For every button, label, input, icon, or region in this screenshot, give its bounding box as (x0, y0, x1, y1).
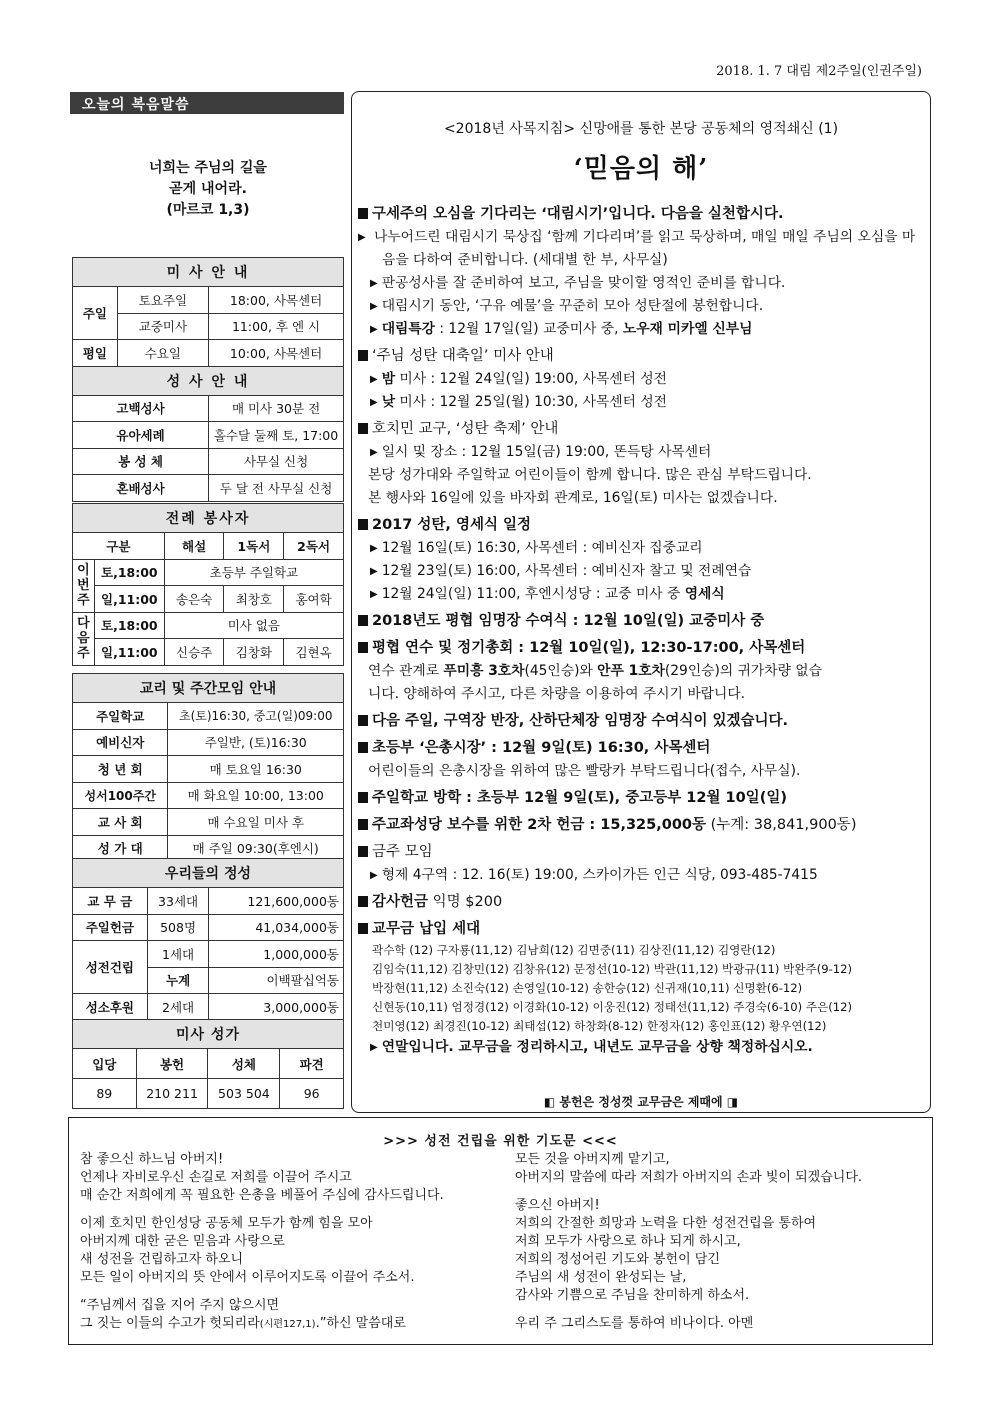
bullet-text: 나누어드린 대림시기 묵상집 ‘함께 기다리며’를 읽고 묵상하며, 매일 매일 주님의 오심을 마음을 다하여 준비합니다. (세대별 한 부, 사무실) (374, 229, 916, 268)
notice-bullet (358, 441, 926, 464)
prayer-line: 저희의 간절한 희망과 노력을 다한 성전건립을 통하여 (515, 1216, 817, 1231)
server-slot: 일,11:00 (94, 586, 164, 613)
gospel-line: 너희는 주님의 길을 (149, 160, 267, 176)
notice-content (358, 203, 926, 1059)
heading-note: (누계: 38,841,900동) (706, 817, 857, 833)
support-amount: 3,000,000동 (209, 994, 344, 1021)
hymn-header: 입당 (73, 1049, 137, 1079)
offering-amount: 41,034,000동 (209, 914, 344, 941)
offering-count: 508명 (147, 914, 209, 941)
scripture-reference: (시편127,1) (259, 1319, 316, 1330)
prayer-line: “주님께서 집을 지어 주지 않으시면 (80, 1298, 280, 1313)
triangle-bullet-icon: ▶ (370, 374, 378, 385)
notice-heading (358, 737, 926, 760)
triangle-bullet-icon: ▶ (370, 324, 378, 335)
prayer-line: 아버지의 말씀에 따라 저희가 아버지의 손과 빛이 되겠습니다. (515, 1170, 863, 1185)
education-name: 성 가 대 (73, 835, 168, 862)
bullet-text: : 12월 17일(일) 교중미사 중, (435, 321, 623, 337)
notice-heading (358, 841, 926, 864)
triangle-bullet-icon: ▶ (370, 870, 378, 881)
notice-paragraph: 니다. 양해하여 주시고, 다른 차량을 이용하여 주시기 바랍니다. (368, 686, 746, 702)
notice-heading (358, 891, 926, 914)
server-slot: 토,18:00 (94, 559, 164, 586)
notice-heading (358, 814, 926, 837)
notice-bullet (358, 368, 926, 391)
prayer-line (80, 1315, 444, 1334)
offering-name: 교 무 금 (73, 888, 148, 915)
server-slot: 토,18:00 (94, 612, 164, 639)
notice-paragraph: 본 행사와 16일에 있을 바자회 관계로, 16일(토) 미사는 없겠습니다. (368, 490, 778, 506)
server-merged: 미사 없음 (164, 612, 343, 639)
prayer-line: 우리 주 그리스도를 통하여 비나이다. 아멘 (515, 1316, 754, 1331)
mass-time: 18:00, 사목센터 (209, 287, 344, 314)
triangle-bullet-icon: ▶ (370, 278, 378, 289)
square-bullet-icon (358, 923, 368, 934)
servers-header: 2독서 (284, 533, 344, 560)
bulletin-date: 2018. 1. 7 대림 제2주일(인권주일) (716, 64, 922, 79)
tithe-names-line: 김임숙(11,12) 김창민(12) 김창유(12) 문정선(10-12) 박관(11,12) 박광규(11) 박완주(9-12) (372, 962, 853, 976)
square-bullet-icon (358, 896, 368, 907)
heading-text: 평협 연수 및 정기총회 : 12월 10일(일), 12:30-17:00, 사목센터 (372, 640, 806, 656)
education-name: 청 년 회 (73, 756, 168, 783)
triangle-bullet-icon: ▶ (370, 543, 378, 554)
notice-heading (358, 345, 926, 368)
server-name: 김현옥 (284, 639, 344, 666)
server-name: 송은숙 (164, 586, 224, 613)
bullet-text: 미사 : 12월 24일(일) 19:00, 사목센터 성전 (395, 371, 668, 387)
triangle-bullet-icon: ▶ (370, 301, 378, 312)
server-name: 김창화 (224, 639, 284, 666)
prayer-line: 언제나 자비로우신 손길로 저희를 이끌어 주시고 (80, 1170, 352, 1185)
bullet-text: 연말입니다. 교무금을 정리하시고, 내년도 교무금을 상향 책정하십시오. (381, 1039, 813, 1055)
bullet-text: 대림시기 동안, ‘구유 예물’을 꾸준히 모아 성탄절에 봉헌합니다. (381, 298, 764, 314)
heading-text: ‘주님 성탄 대축일’ 미사 안내 (372, 348, 554, 364)
heading-note: 익명 $200 (428, 894, 503, 910)
square-bullet-icon (358, 642, 368, 653)
prayer-line: 모든 일이 아버지의 뜻 안에서 이루어지도록 이끌어 주소서. (80, 1270, 415, 1285)
tithe-names-line: 신현동(10,11) 엄정경(12) 이경화(10-12) 이웅진(12) 정태선(11,12) 주경숙(6-10) 주은(12) (372, 1000, 853, 1014)
education-table (72, 673, 344, 862)
prayer-line: 모든 것을 아버지께 맡기고, (515, 1152, 670, 1167)
notice-bullet (358, 295, 926, 318)
hymn-number: 503 504 (208, 1079, 280, 1109)
notice-heading (358, 918, 926, 941)
heading-text: 초등부 ‘은총시장’ : 12월 9일(토) 16:30, 사목센터 (372, 740, 711, 756)
education-value: 매 토요일 16:30 (168, 756, 344, 783)
servers-table (72, 503, 344, 666)
paragraph-emphasis: 안푸 1호차 (597, 663, 665, 679)
heading-text: 다음 주일, 구역장 반장, 산하단체장 임명장 수여식이 있겠습니다. (372, 713, 789, 729)
offerings-table (72, 858, 344, 1021)
notice-bullet (358, 318, 926, 341)
square-bullet-icon (358, 208, 368, 219)
square-bullet-icon (358, 846, 368, 857)
mass-time: 11:00, 후 엔 시 (209, 313, 344, 340)
prayer-line: 참 좋으신 하느님 아버지! (80, 1152, 224, 1167)
heading-text: 2017 성탄, 영세식 일정 (372, 517, 532, 533)
tithe-names-line: 천미영(12) 최경진(10-12) 최태섭(12) 하창화(8-12) 한정자(12) 홍인표(12) 황우연(12) (372, 1019, 827, 1033)
mass-section-title: 미 사 안 내 (73, 258, 344, 287)
offerings-section-title: 우리들의 정성 (73, 859, 344, 888)
building-count: 1세대 (147, 941, 209, 968)
gospel-tag: 오늘의 복음말씀 (70, 92, 344, 114)
education-value: 주일반, (토)16:30 (168, 729, 344, 756)
heading-text: 금주 모임 (372, 844, 433, 860)
prayer-line: 저희의 정성어린 기도와 봉헌이 담긴 (515, 1252, 720, 1267)
sacrament-value: 매 미사 30분 전 (209, 395, 344, 422)
next-week-label: 다음주 (73, 612, 95, 665)
offering-count: 33세대 (147, 888, 209, 915)
server-name: 최창호 (224, 586, 284, 613)
heading-text: 구세주의 오심을 기다리는 ‘대림시기’입니다. 다음을 실천합시다. (372, 206, 784, 222)
notice-title: ‘믿음의 해’ (573, 154, 709, 184)
triangle-bullet-icon: ▶ (370, 397, 378, 408)
square-bullet-icon (358, 715, 368, 726)
education-name: 예비신자 (73, 729, 168, 756)
mass-sacrament-table (72, 257, 344, 502)
square-bullet-icon (358, 423, 368, 434)
prayer-text: .”하신 말씀대로 (315, 1316, 406, 1331)
education-name: 주일학교 (73, 703, 168, 730)
heading-text: 주일학교 방학 : 초등부 12월 9일(토), 중고등부 12월 10일(일) (372, 790, 787, 806)
square-bullet-icon (358, 819, 368, 830)
support-count: 2세대 (147, 994, 209, 1021)
bullet-text: 12월 23일(토) 16:00, 사목센터 : 예비신자 찰고 및 전례연습 (381, 563, 752, 579)
servers-header: 1독서 (224, 533, 284, 560)
notice-bullet (358, 537, 926, 560)
notice-bullet (358, 583, 926, 606)
notice-paragraph: 어린이들의 은총시장을 위하여 많은 빨랑카 부탁드립니다(접수, 사무실). (368, 763, 801, 779)
prayer-line: 아버지께 대한 굳은 믿음과 사랑으로 (80, 1234, 285, 1249)
education-value: 매 주일 09:30(후엔시) (168, 835, 344, 862)
sacrament-name: 봉 성 체 (73, 448, 209, 475)
paragraph-emphasis: 푸미흥 3호차 (443, 663, 525, 679)
hymn-number: 89 (73, 1079, 137, 1109)
notice-bullet (358, 864, 926, 887)
notice-heading (358, 418, 926, 441)
notice-bullet: ▶ 나누어드린 대림시기 묵상집 ‘함께 기다리며’를 읽고 묵상하며, 매일 매일 주님의 오심을 마음을 다하여 준비합니다. (세대별 한 부, 사무실) (358, 229, 916, 268)
offering-amount: 121,600,000동 (209, 888, 344, 915)
sacrament-name: 유아세례 (73, 422, 209, 449)
sacrament-value: 두 달 전 사무실 신청 (209, 475, 344, 502)
hymns-table (72, 1019, 344, 1109)
education-section-title: 교리 및 주간모임 안내 (73, 674, 344, 703)
tithe-names-line: 곽수학 (12) 구자룡(11,12) 김남희(12) 김면중(11) 김상진(11,12) 김영란(12) (372, 943, 776, 957)
mass-name: 교중미사 (117, 313, 208, 340)
prayer-line: 좋으신 아버지! (515, 1198, 600, 1213)
building-name: 성전건립 (73, 941, 148, 994)
prayer-right-column (515, 1151, 862, 1333)
notice-heading (358, 637, 926, 660)
server-merged: 초등부 주일학교 (164, 559, 343, 586)
notice-heading (358, 787, 926, 810)
gospel-line: 곧게 내어라. (169, 181, 247, 197)
bullet-text: 형제 4구역 : 12. 16(토) 19:00, 스카이가든 인근 식당, 093-485-7415 (381, 867, 818, 883)
building-amount: 1,000,000동 (209, 941, 344, 968)
prayer-text: 그 짓는 이들의 수고가 헛되리라 (80, 1316, 260, 1331)
notice-paragraph (358, 660, 926, 683)
bullet-text: 일시 및 장소 : 12월 15일(금) 19:00, 똔득탕 사목센터 (381, 444, 712, 460)
server-name: 신승주 (164, 639, 224, 666)
bullet-text: 미사 : 12월 25일(월) 10:30, 사목센터 성전 (395, 394, 668, 410)
hymn-number: 96 (280, 1079, 344, 1109)
heading-text: 주교좌성당 보수를 위한 2차 헌금 : 15,325,000동 (372, 817, 707, 833)
notice-bullet (358, 1036, 926, 1059)
mass-name: 토요주일 (117, 287, 208, 314)
heading-text: 감사헌금 (372, 894, 429, 910)
hymn-header: 파견 (280, 1049, 344, 1079)
gospel-line: (마르코 1,3) (166, 202, 250, 218)
triangle-bullet-icon: ▶ (370, 589, 378, 600)
this-week-label: 이번주 (73, 559, 95, 612)
bullet-label: 대림특강 (381, 321, 436, 337)
notice-footer: ◧ 봉헌은 정성껏 교무금은 제때에 ◨ (543, 1095, 739, 1109)
square-bullet-icon (358, 350, 368, 361)
square-bullet-icon (358, 519, 368, 530)
square-bullet-icon (358, 792, 368, 803)
mass-time: 10:00, 사목센터 (209, 340, 344, 367)
heading-text: 2018년도 평협 임명장 수여식 : 12월 10일(일) 교중미사 중 (372, 613, 765, 629)
notice-bullet (358, 560, 926, 583)
prayer-line: 주님의 새 성전이 완성되는 날, (515, 1270, 687, 1285)
notice-heading (358, 610, 926, 633)
prayer-left-column (80, 1151, 444, 1334)
notice-heading (358, 203, 926, 226)
servers-section-title: 전례 봉사자 (73, 504, 344, 533)
triangle-bullet-icon: ▶ (370, 566, 378, 577)
education-name: 성서100주간 (73, 782, 168, 809)
mass-name: 수요일 (117, 340, 208, 367)
notice-bullet (358, 391, 926, 414)
server-name: 홍여학 (284, 586, 344, 613)
education-name: 교 사 회 (73, 809, 168, 836)
prayer-line: 새 성전을 건립하고자 하오니 (80, 1252, 244, 1267)
paragraph-text: (45인승)와 (524, 663, 598, 679)
notice-heading (358, 710, 926, 733)
bullet-text: 12월 24일(일) 11:00, 후엔시성당 : 교중 미사 중 (381, 586, 685, 602)
server-slot: 일,11:00 (94, 639, 164, 666)
square-bullet-icon (358, 742, 368, 753)
servers-header: 구분 (73, 533, 165, 560)
paragraph-text: (29인승)의 귀가차량 없습 (664, 663, 822, 679)
sacrament-name: 혼배성사 (73, 475, 209, 502)
education-value: 매 수요일 미사 후 (168, 809, 344, 836)
triangle-bullet-icon: ▶ (370, 1042, 378, 1053)
prayer-line: 저희 모두가 사랑으로 하나 되게 하시고, (515, 1234, 741, 1249)
building-total-label: 누계 (147, 967, 209, 994)
education-value: 매 화요일 10:00, 13:00 (168, 782, 344, 809)
prayer-line: 매 순간 저희에게 꼭 필요한 은총을 베풀어 주심에 감사드립니다. (80, 1188, 444, 1203)
prayer-line: 이제 호치민 한인성당 공동체 모두가 함께 힘을 모아 (80, 1216, 373, 1231)
sacrament-value: 사무실 신청 (209, 448, 344, 475)
support-name: 성소후원 (73, 994, 148, 1021)
sunday-label: 주일 (73, 287, 118, 340)
hymn-number: 210 211 (136, 1079, 208, 1109)
heading-text: 교무금 납입 세대 (372, 921, 481, 937)
education-value: 초(토)16:30, 중고(일)09:00 (168, 703, 344, 730)
bullet-emphasis: 노우재 미카엘 신부님 (622, 321, 753, 337)
prayer-line: 감사와 기쁨으로 주님을 찬미하게 하소서. (515, 1288, 750, 1303)
prayer-title: >>> 성전 건립을 위한 기도문 <<< (383, 1134, 618, 1149)
weekday-label: 평일 (73, 340, 118, 367)
bullet-text: 판공성사를 잘 준비하여 보고, 주님을 맞이할 영적인 준비를 합니다. (381, 275, 786, 291)
hymns-section-title: 미사 성가 (73, 1020, 344, 1049)
paragraph-text: 연수 관계로 (368, 663, 444, 679)
notice-subtitle: <2018년 사목지침> 신망애를 통한 본당 공동체의 영적쇄신 (1) (443, 121, 839, 137)
heading-text: 호치민 교구, ‘성탄 축제’ 안내 (372, 421, 559, 437)
sacrament-section-title: 성 사 안 내 (73, 366, 344, 395)
tithe-names-line: 박장현(11,12) 소진숙(12) 손영일(10-12) 송한승(12) 신귀재(10,11) 신명환(6-12) (372, 981, 803, 995)
offering-name: 주일헌금 (73, 914, 148, 941)
bullet-label: 낮 (381, 394, 396, 410)
building-total: 이백팔십억동 (209, 967, 344, 994)
hymn-header: 봉헌 (136, 1049, 208, 1079)
square-bullet-icon (358, 615, 368, 626)
sacrament-name: 고백성사 (73, 395, 209, 422)
gospel-verse (72, 158, 344, 221)
notice-heading (358, 514, 926, 537)
sacrament-value: 홀수달 둘째 토, 17:00 (209, 422, 344, 449)
notice-paragraph: 본당 성가대와 주일학교 어린이들이 함께 합니다. 많은 관심 부탁드립니다. (368, 467, 812, 483)
bullet-label: 밤 (381, 371, 396, 387)
triangle-bullet-icon: ▶ (370, 447, 378, 458)
bullet-emphasis: 영세식 (684, 586, 725, 602)
notice-bullet (358, 272, 926, 295)
servers-header: 해설 (164, 533, 224, 560)
bullet-text: 12월 16일(토) 16:30, 사목센터 : 예비신자 집중교리 (381, 540, 703, 556)
hymn-header: 성체 (208, 1049, 280, 1079)
